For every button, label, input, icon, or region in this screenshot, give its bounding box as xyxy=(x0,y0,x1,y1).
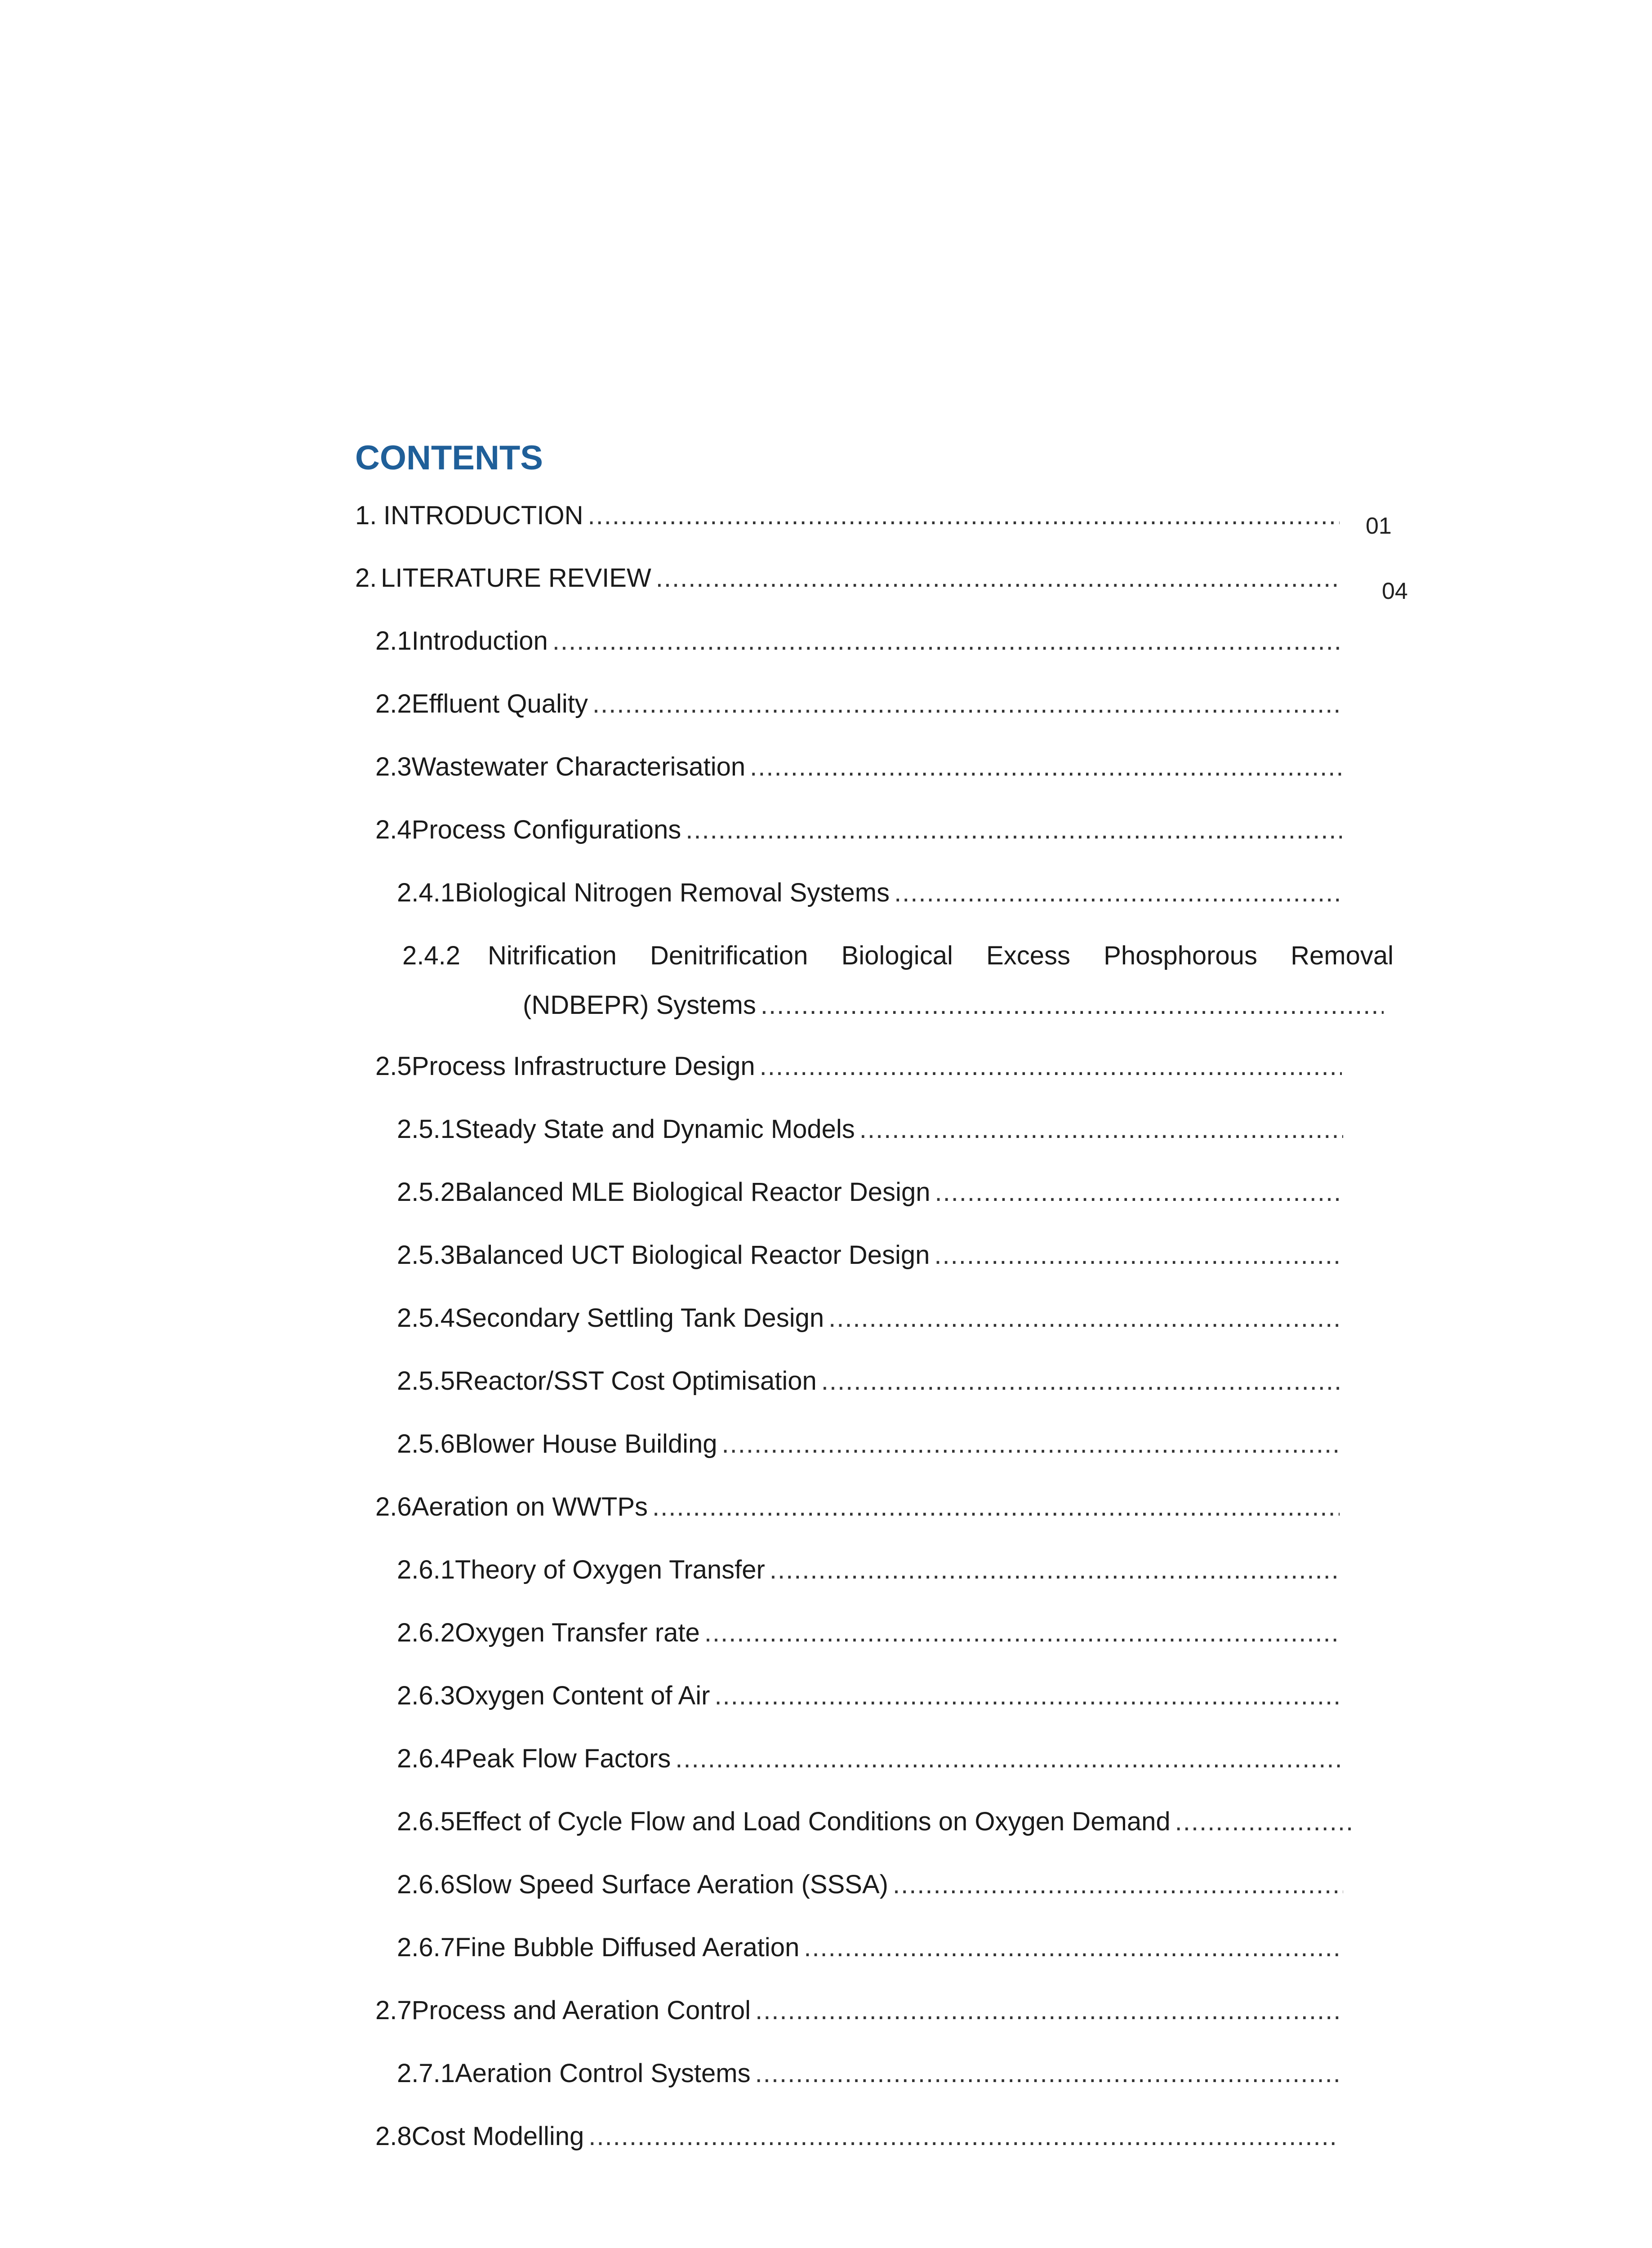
dot-leader xyxy=(750,754,1342,780)
toc-title: Balanced UCT Biological Reactor Design xyxy=(455,1240,930,1270)
toc-title: LITERATURE REVIEW xyxy=(381,563,651,593)
dot-leader xyxy=(761,992,1384,1018)
dot-leader xyxy=(859,1116,1343,1142)
toc-entry[interactable] xyxy=(397,1305,1343,1331)
dot-leader xyxy=(704,1620,1341,1646)
dot-leader xyxy=(652,1494,1340,1520)
toc-page-number: 01 xyxy=(1366,513,1392,539)
dot-leader xyxy=(592,691,1340,717)
toc-title: Theory of Oxygen Transfer xyxy=(455,1555,765,1584)
toc-number: 2.5.3 xyxy=(397,1240,455,1270)
toc-entry[interactable] xyxy=(397,1809,1354,1835)
toc-title-word: Phosphorous xyxy=(1104,941,1257,970)
toc-title: Oxygen Content of Air xyxy=(455,1681,710,1710)
toc-entry[interactable] xyxy=(397,1368,1343,1394)
dot-leader xyxy=(686,817,1342,843)
toc-page-number: 04 xyxy=(1382,578,1408,604)
toc-title: Balanced MLE Biological Reactor Design xyxy=(455,1178,931,1207)
toc-title: Steady State and Dynamic Models xyxy=(455,1115,855,1144)
toc-number: 2.5.6 xyxy=(397,1429,455,1459)
toc-number: 2.5.2 xyxy=(397,1178,455,1207)
toc-title-word: Denitrification xyxy=(650,941,808,970)
toc-entry[interactable] xyxy=(397,2061,1341,2087)
toc-entry[interactable] xyxy=(375,817,1342,843)
dot-leader xyxy=(894,880,1343,906)
dot-leader xyxy=(656,565,1340,591)
toc-number: 2.6 xyxy=(375,1492,412,1521)
dot-leader xyxy=(755,1998,1342,2024)
dot-leader xyxy=(934,1242,1343,1268)
toc-entry[interactable] xyxy=(375,628,1340,654)
toc-entry[interactable] xyxy=(397,1683,1341,1709)
dot-leader xyxy=(755,2061,1341,2087)
toc-number: 2.4.1 xyxy=(397,878,455,907)
toc-title-word: Excess xyxy=(986,941,1070,970)
toc-number: 2.4 xyxy=(375,815,412,844)
toc-number: 2.5.1 xyxy=(397,1115,455,1144)
toc-entry[interactable] xyxy=(397,1872,1343,1898)
toc-number: 2.7 xyxy=(375,1996,412,2025)
toc-number: 2.6.7 xyxy=(397,1933,455,1962)
toc-title: Oxygen Transfer rate xyxy=(455,1618,700,1647)
toc-entry[interactable] xyxy=(397,1935,1341,1961)
toc-number: 2.6.1 xyxy=(397,1555,455,1584)
toc-entry[interactable] xyxy=(375,754,1342,780)
toc-number: 2.6.6 xyxy=(397,1870,455,1899)
toc-title: (NDBEPR) Systems xyxy=(523,990,756,1020)
toc-title: Process Infrastructure Design xyxy=(411,1052,755,1081)
dot-leader xyxy=(935,1179,1343,1205)
toc-number: 2.3 xyxy=(375,752,412,781)
toc-entry-continuation[interactable] xyxy=(523,992,1384,1018)
dot-leader xyxy=(675,1746,1341,1772)
dot-leader xyxy=(821,1368,1343,1394)
toc-title: Secondary Settling Tank Design xyxy=(455,1303,824,1333)
toc-number: 2.6.2 xyxy=(397,1618,455,1647)
toc-entry[interactable] xyxy=(375,2123,1340,2150)
toc-entry[interactable] xyxy=(397,1431,1341,1457)
toc-title: Process and Aeration Control xyxy=(411,1996,751,2025)
dot-leader xyxy=(770,1557,1341,1583)
toc-entry[interactable] xyxy=(397,1620,1341,1646)
toc-entry[interactable] xyxy=(397,1116,1343,1142)
toc-title-word: Removal xyxy=(1291,941,1394,970)
toc-entry[interactable] xyxy=(397,1557,1341,1583)
dot-leader xyxy=(1175,1809,1354,1835)
toc-title: Reactor/SST Cost Optimisation xyxy=(455,1366,817,1396)
toc-number: 2.6.3 xyxy=(397,1681,455,1710)
toc-entry[interactable] xyxy=(375,1053,1342,1079)
toc-number: 2.5.4 xyxy=(397,1303,455,1333)
toc-title: INTRODUCTION xyxy=(383,501,583,530)
toc-number: 2.2 xyxy=(375,689,412,718)
dot-leader xyxy=(714,1683,1341,1709)
toc-number: 2.7.1 xyxy=(397,2059,455,2088)
toc-title: Cost Modelling xyxy=(411,2122,584,2151)
toc-title-line-1 xyxy=(488,943,1394,969)
toc-title: Wastewater Characterisation xyxy=(411,752,746,781)
toc-title: Aeration on WWTPs xyxy=(411,1492,648,1521)
dot-leader xyxy=(588,2123,1340,2150)
toc-number: 2.8 xyxy=(375,2122,412,2151)
dot-leader xyxy=(828,1305,1343,1331)
toc-title: Slow Speed Surface Aeration (SSSA) xyxy=(455,1870,888,1899)
toc-entry[interactable] xyxy=(397,880,1343,906)
toc-title-word: Nitrification xyxy=(488,941,617,970)
toc-title-word: Biological xyxy=(841,941,953,970)
toc-entry-chapter-1[interactable] xyxy=(355,503,1340,529)
toc-entry[interactable] xyxy=(375,1494,1340,1520)
toc-number: 2.6.4 xyxy=(397,1744,455,1773)
toc-entry[interactable] xyxy=(397,1179,1343,1205)
contents-heading: CONTENTS xyxy=(355,439,543,477)
dot-leader xyxy=(552,628,1340,654)
toc-entry[interactable] xyxy=(402,943,1394,969)
toc-title: Introduction xyxy=(411,626,548,656)
toc-number: 2.5 xyxy=(375,1052,412,1081)
toc-number: 2. xyxy=(355,563,377,593)
toc-title: Effluent Quality xyxy=(411,689,588,718)
toc-title: Biological Nitrogen Removal Systems xyxy=(455,878,890,907)
toc-title: Blower House Building xyxy=(455,1429,717,1459)
toc-number: 2.4.2 xyxy=(402,941,460,970)
toc-entry[interactable] xyxy=(397,1746,1341,1772)
toc-title: Fine Bubble Diffused Aeration xyxy=(455,1933,800,1962)
dot-leader xyxy=(893,1872,1343,1898)
toc-entry-chapter-2[interactable] xyxy=(355,565,1340,591)
toc-number: 2.1 xyxy=(375,626,412,656)
dot-leader xyxy=(588,503,1340,529)
toc-number: 2.5.5 xyxy=(397,1366,455,1396)
dot-leader xyxy=(804,1935,1341,1961)
toc-title: Peak Flow Factors xyxy=(455,1744,671,1773)
toc-number: 2.6.5 xyxy=(397,1807,455,1836)
toc-title: Process Configurations xyxy=(411,815,681,844)
toc-entry[interactable] xyxy=(375,691,1340,717)
toc-entry[interactable] xyxy=(375,1998,1342,2024)
toc-entry[interactable] xyxy=(397,1242,1343,1268)
toc-title: Effect of Cycle Flow and Load Conditions on Oxygen Demand xyxy=(455,1807,1171,1836)
toc-number: 1. xyxy=(355,501,377,530)
dot-leader xyxy=(722,1431,1341,1457)
dot-leader xyxy=(760,1053,1342,1079)
toc-title: Aeration Control Systems xyxy=(455,2059,751,2088)
